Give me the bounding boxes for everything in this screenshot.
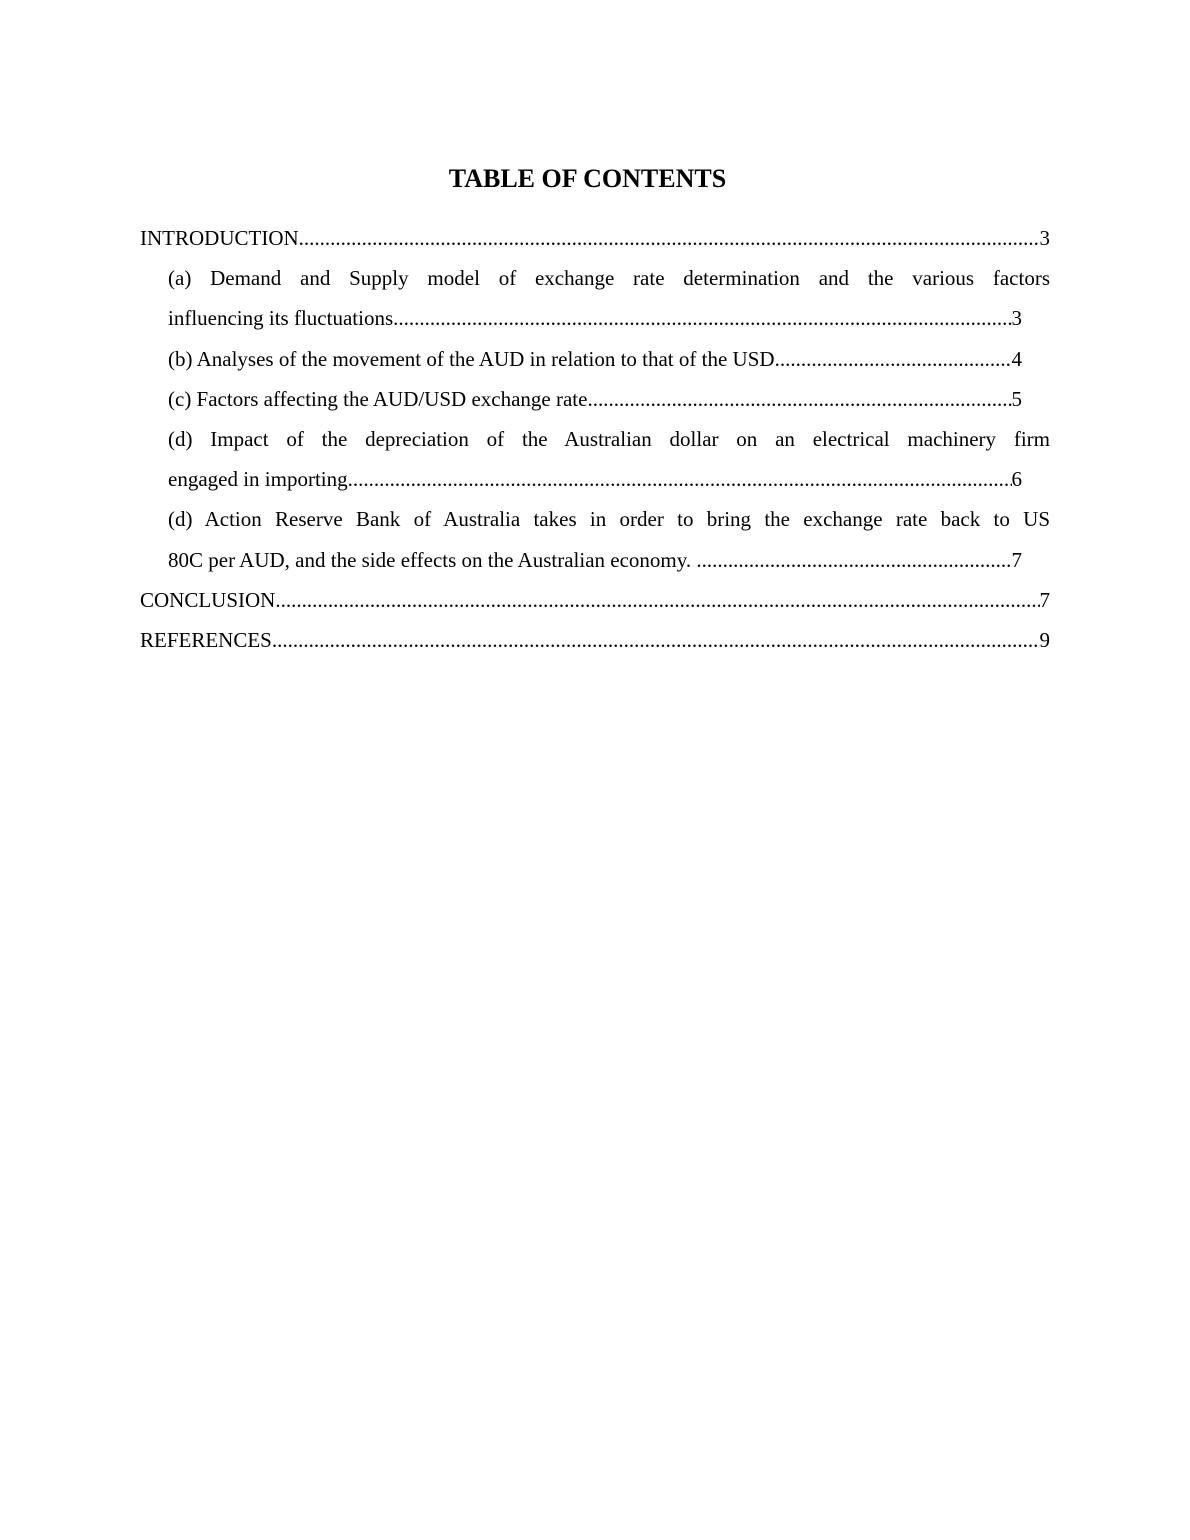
toc-leader-dots	[275, 580, 1039, 620]
toc-entry-label-line2: influencing its fluctuations	[168, 306, 394, 331]
toc-entry-label-line2: 80C per AUD, and the side effects on the Australian economy.	[168, 547, 697, 572]
toc-entry-demand-supply-model[interactable]	[168, 258, 1050, 338]
toc-page-number: 6	[1011, 467, 1022, 492]
toc-leader-dots	[272, 620, 1040, 660]
toc-page-number: 7	[1011, 547, 1022, 572]
toc-leader-dots	[348, 459, 1012, 499]
table-of-contents	[140, 218, 1050, 660]
toc-entry-depreciation-impact[interactable]	[168, 419, 1050, 499]
toc-leader-dots	[696, 540, 1011, 580]
toc-entry-label: CONCLUSION	[140, 587, 276, 612]
toc-entry-factors-affecting-rate[interactable]	[168, 379, 1022, 419]
toc-entry-label: (b) Analyses of the movement of the AUD in relation to that of the USD	[168, 346, 775, 371]
toc-entry-label: (c) Factors affecting the AUD/USD exchange rate	[168, 386, 588, 411]
toc-title: TABLE OF CONTENTS	[448, 164, 727, 193]
toc-page-number: 5	[1011, 386, 1022, 411]
toc-page-number: 3	[1011, 306, 1022, 331]
toc-entry-introduction[interactable]	[140, 218, 1050, 258]
toc-entry-label-line1: (d) Action Reserve Bank of Australia takes in order to bring the exchange rate back to US	[168, 507, 1050, 532]
toc-entry-conclusion[interactable]	[140, 580, 1050, 620]
toc-page-number: 3	[1039, 226, 1050, 250]
toc-leader-dots	[775, 339, 1012, 379]
toc-entry-references[interactable]	[140, 620, 1050, 660]
toc-entry-label-line1: (a) Demand and Supply model of exchange rate determination and the various factors	[168, 266, 1050, 291]
toc-leader-dots	[299, 218, 1040, 258]
toc-entry-label: REFERENCES	[140, 628, 272, 653]
toc-page-number: 9	[1039, 628, 1050, 653]
toc-entry-label-line2: engaged in importing	[168, 467, 348, 492]
toc-leader-dots	[393, 298, 1011, 338]
toc-entry-aud-usd-movement[interactable]	[168, 339, 1022, 379]
toc-entry-label-line1: (d) Impact of the depreciation of the Australian dollar on an electrical machinery firm	[168, 427, 1050, 452]
toc-leader-dots	[587, 379, 1011, 419]
toc-entry-label: INTRODUCTION	[140, 226, 299, 250]
toc-page-number: 7	[1039, 587, 1050, 612]
toc-entry-rba-action[interactable]	[168, 499, 1050, 579]
toc-page-number: 4	[1011, 346, 1022, 371]
